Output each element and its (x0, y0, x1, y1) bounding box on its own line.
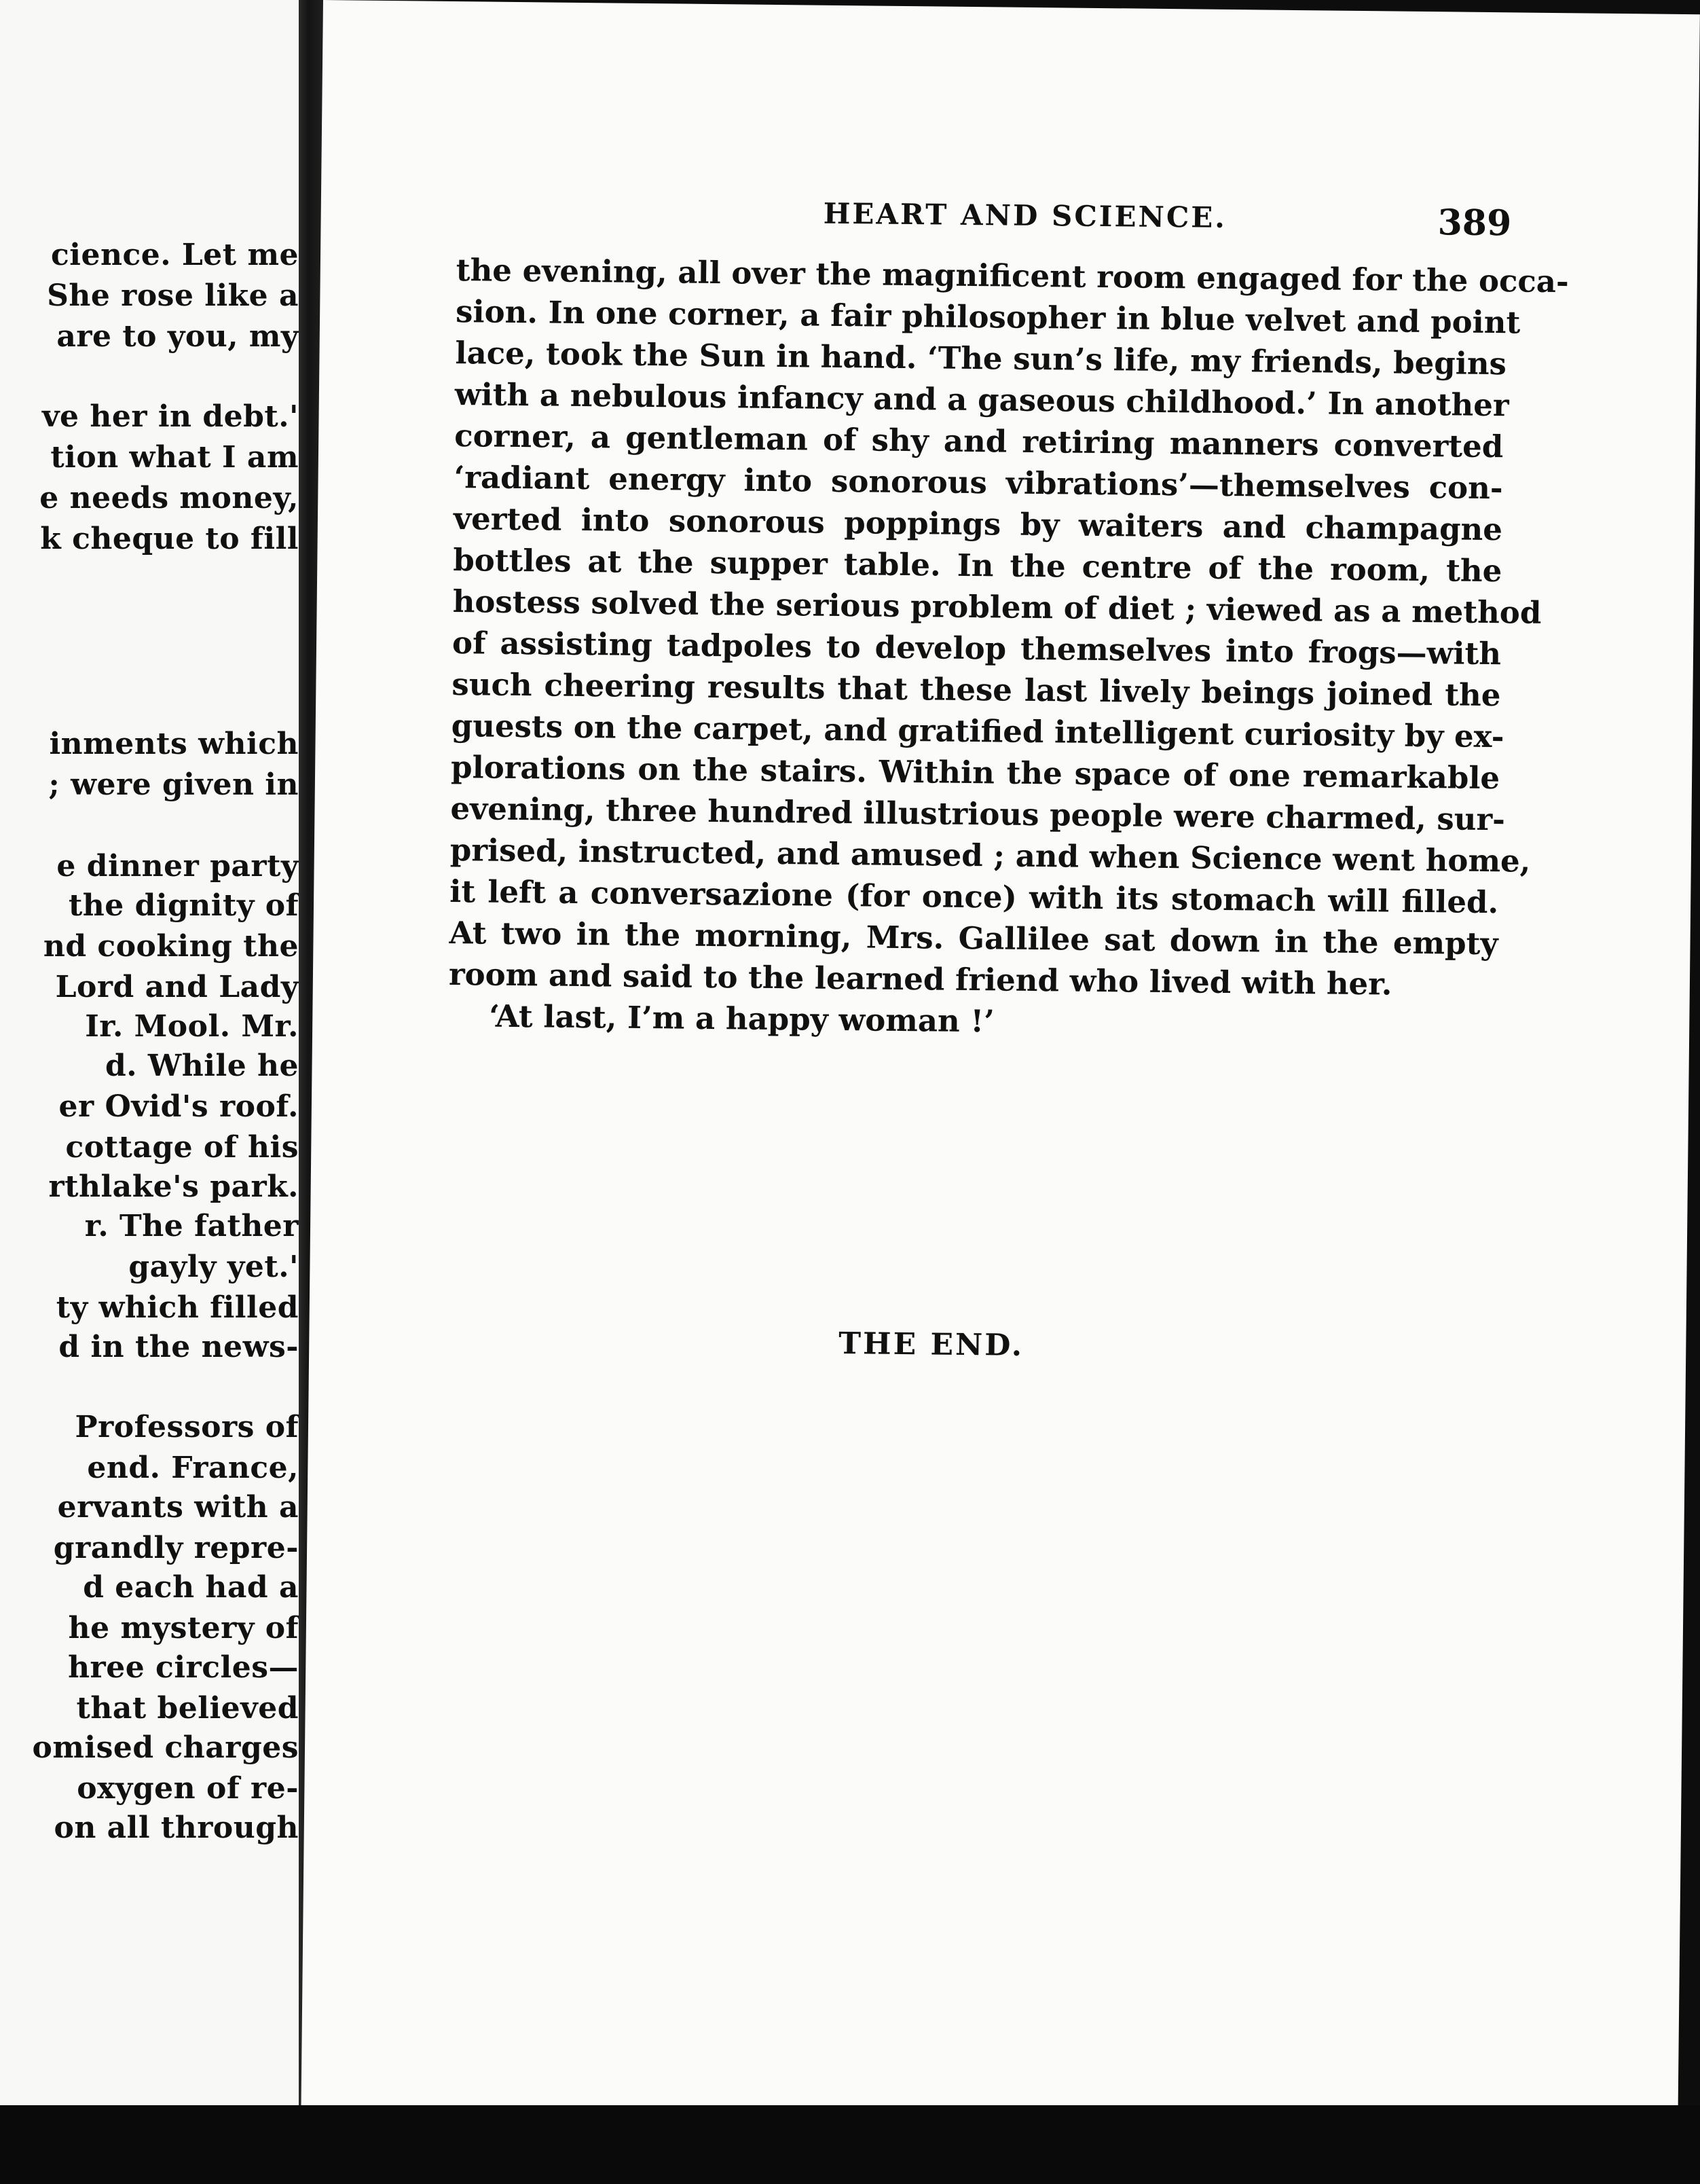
body-line: guests on the carpet, and gratified intelligent curiosity by ex- (451, 708, 1504, 755)
left-page-line: omised charges (32, 1730, 299, 1765)
scan-bottom-border (0, 2105, 1700, 2184)
left-page-line: on all through (54, 1810, 299, 1845)
left-page-line: nd cooking the (43, 929, 299, 964)
the-end-heading: THE END. (838, 1326, 1024, 1363)
body-line: lace, took the Sun in hand. ‘The sun’s life, my friends, begins (455, 335, 1507, 382)
body-line: verted into sonorous poppings by waiters and champagne (453, 500, 1503, 548)
left-page-line: end. France, (87, 1451, 299, 1485)
left-page-line: ty which filled (56, 1290, 299, 1325)
left-page-line: er Ovid's roof. (58, 1089, 299, 1124)
left-page-line: d each had a (83, 1570, 299, 1605)
body-line: room and said to the learned friend who lived with her. (448, 956, 1392, 1002)
left-page-line: inments which (49, 727, 299, 761)
page-number: 389 (1437, 202, 1512, 244)
left-page-line: gayly yet.' (128, 1250, 299, 1284)
left-page-line: Ir. Mool. Mr. (85, 1009, 299, 1044)
left-page-line: e dinner party (56, 849, 299, 884)
body-line: sion. In one corner, a fair philosopher in blue velvet and point (455, 293, 1521, 341)
body-line: At two in the morning, Mrs. Gallilee sat down in the empty (449, 915, 1498, 962)
body-line-final-quote: ‘At last, I’m a happy woman !’ (489, 998, 995, 1040)
left-page-line: hree circles— (68, 1650, 299, 1685)
body-line: ‘radiant energy into sonorous vibrations’—themselves con- (454, 459, 1503, 507)
left-page-line: are to you, my (56, 319, 299, 354)
left-page-line: rthlake's park. (48, 1169, 299, 1204)
left-page-line: that believed (76, 1691, 299, 1726)
left-page-line: ; were given in (48, 767, 299, 802)
left-page-line: d. While he (105, 1049, 299, 1083)
left-page-line: Lord and Lady (55, 970, 299, 1004)
body-line: evening, three hundred illustrious people were charmed, sur- (450, 790, 1506, 838)
left-page-line: e needs money, (39, 481, 299, 515)
body-line: such cheering results that these last lively beings joined the (451, 666, 1501, 714)
body-line: hostess solved the serious problem of diet ; viewed as a method (452, 583, 1542, 631)
body-text (448, 249, 1569, 1047)
body-line: with a nebulous infancy and a gaseous childhood.’ In another (454, 376, 1509, 424)
left-page-line: tion what I am (50, 440, 299, 475)
body-line: corner, a gentleman of shy and retiring manners converted (454, 418, 1504, 465)
left-page-line: the dignity of (68, 888, 299, 923)
left-page-line: She rose like a (47, 278, 299, 313)
left-page-line: cottage of his (65, 1130, 299, 1165)
running-head: HEART AND SCIENCE. (823, 196, 1227, 234)
left-page-line: k cheque to fill (40, 522, 299, 556)
left-page-line: grandly repre- (53, 1531, 299, 1565)
right-page (301, 0, 1700, 2157)
body-line: plorations on the stairs. Within the space of one remarkable (450, 749, 1500, 797)
left-page-line: he mystery of (68, 1611, 299, 1645)
body-line: it left a conversazione (for once) with its stomach will filled. (449, 873, 1499, 921)
left-page-line: ve her in debt.' (41, 399, 299, 434)
left-page-line: cience. Let me (50, 238, 299, 272)
body-line: of assisting tadpoles to develop themselves into frogs—with (451, 625, 1502, 672)
left-page-line: Professors of (75, 1410, 299, 1444)
left-page-line: d in the news- (58, 1330, 299, 1364)
left-page-line: oxygen of re- (77, 1771, 299, 1806)
left-page-line: r. The father (84, 1209, 299, 1243)
body-line: the evening, all over the magnificent room engaged for the occa- (456, 252, 1569, 300)
body-line: prised, instructed, and amused ; and when Science went home, (449, 832, 1531, 879)
left-page-fragment (0, 0, 299, 2105)
left-page-line: ervants with a (57, 1490, 299, 1525)
body-line: bottles at the supper table. In the centre of the room, the (453, 542, 1502, 589)
